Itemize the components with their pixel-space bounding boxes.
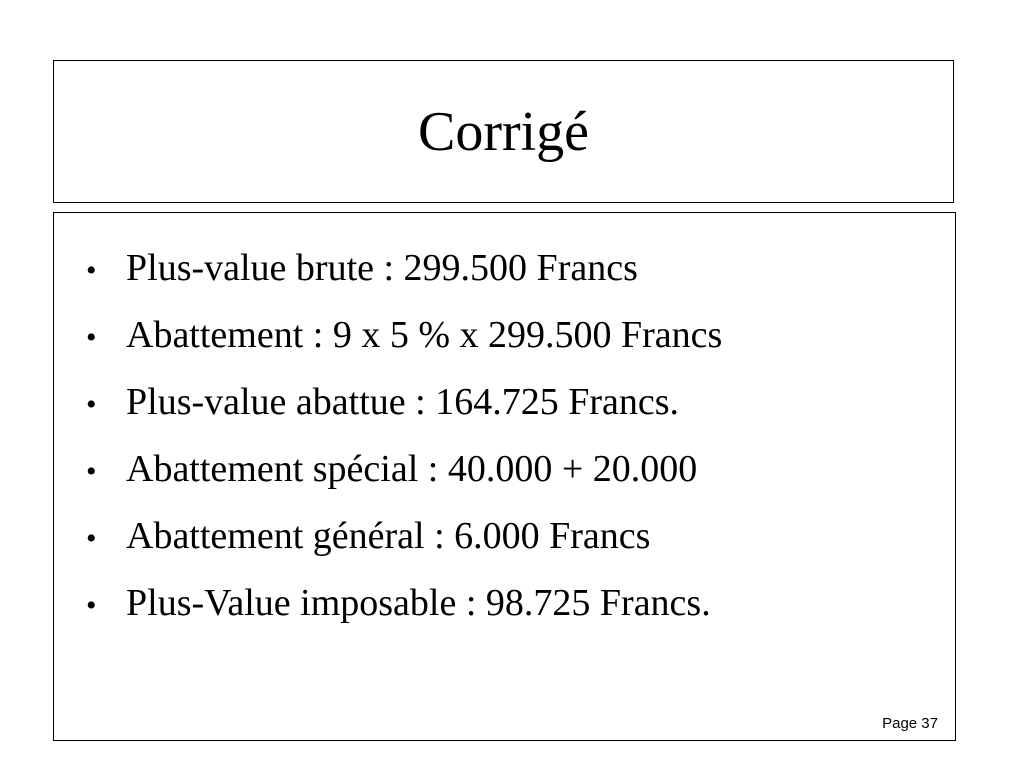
bullet-item: [86, 437, 722, 504]
page-number: Page 37: [882, 715, 938, 732]
bullet-list: [86, 236, 722, 638]
bullet-text: Plus-Value imposable : 98.725 Francs.: [126, 582, 711, 624]
bullet-item: [86, 303, 722, 370]
bullet-icon: •: [86, 254, 97, 287]
bullet-item: [86, 236, 722, 303]
bullet-item: [86, 504, 722, 571]
bullet-icon: •: [86, 321, 97, 354]
title-box: [53, 60, 954, 203]
bullet-icon: •: [86, 589, 97, 622]
bullet-icon: •: [86, 522, 97, 555]
bullet-text: Abattement : 9 x 5 % x 299.500 Francs: [126, 314, 723, 356]
bullet-item: [86, 571, 722, 638]
bullet-text: Abattement spécial : 40.000 + 20.000: [126, 448, 698, 490]
bullet-text: Abattement général : 6.000 Francs: [126, 515, 651, 557]
bullet-text: Plus-value abattue : 164.725 Francs.: [126, 381, 680, 423]
bullet-icon: •: [86, 455, 97, 488]
bullet-icon: •: [86, 388, 97, 421]
content-box: [53, 212, 956, 741]
bullet-text: Plus-value brute : 299.500 Francs: [126, 247, 638, 289]
slide-title: Corrigé: [417, 100, 590, 163]
bullet-item: [86, 370, 722, 437]
